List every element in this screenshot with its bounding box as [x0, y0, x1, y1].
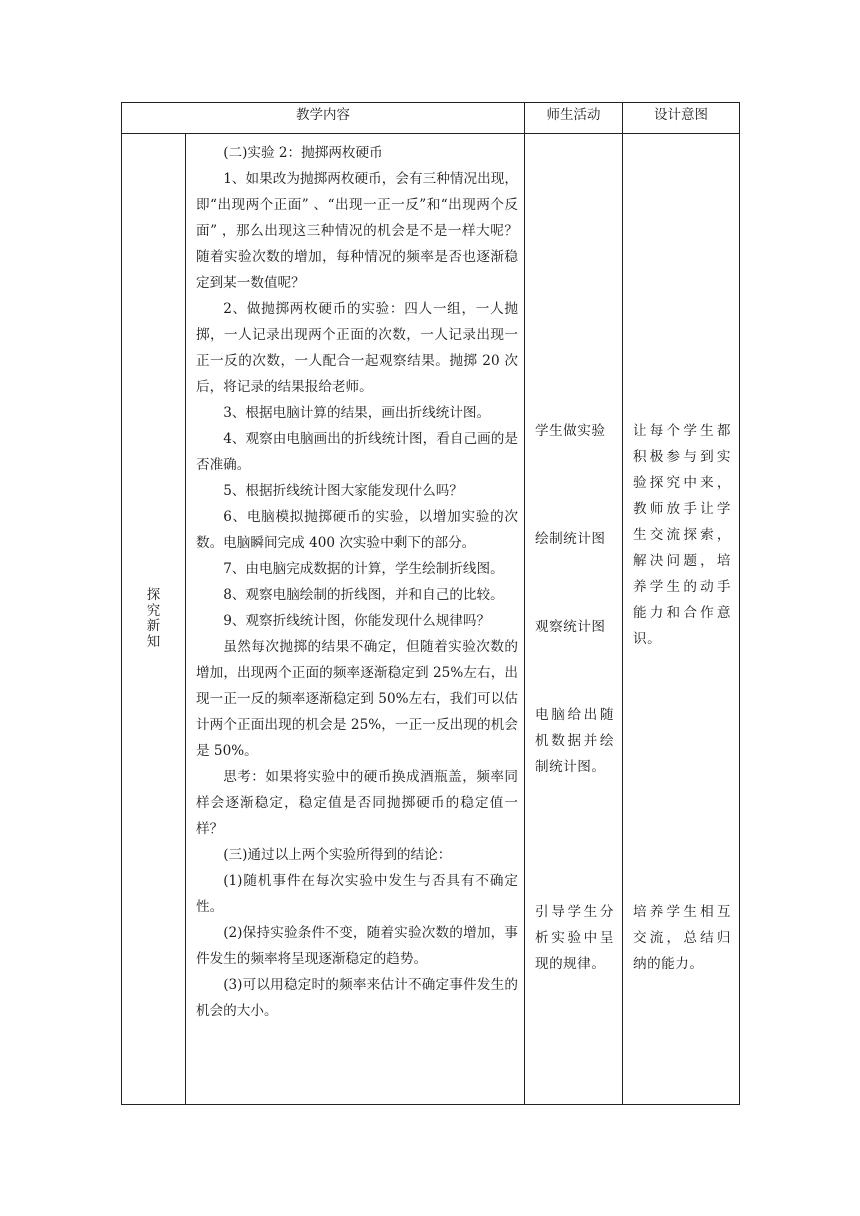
content-paragraph: 5、根据折线统计图大家能发现什么吗？	[223, 483, 463, 499]
table-body-row	[122, 134, 740, 1105]
header-design-intent: 设计意图	[623, 103, 740, 134]
content-paragraph: 2、做抛掷两枚硬币的实验：四人一组，一人抛掷，一人记录出现两个正面的次数，一人记录出现一正一反的次数，一人配合一起观察结果。抛掷 20 次后，将记录的结果报给老师。	[196, 301, 518, 395]
content-paragraph: 1、如果改为抛掷两枚硬币，会有三种情况出现，即“出现两个正面” 、“出现一正一反”和“出现两个反面” ，那么出现这三种情况的机会是不是一样大呢？随着实验次数的增加，每种情况的频率是否也逐渐稳定到某一数值呢？	[196, 171, 518, 291]
section-label-char: 新	[146, 618, 161, 634]
content-paragraph: (2)保持实验条件不变，随着实验次数的增加，事件发生的频率将呈现逐渐稳定的趋势。	[196, 925, 518, 967]
content-paragraph: (3)可以用稳定时的频率来估计不确定事件发生的机会的大小。	[196, 977, 518, 1019]
teaching-content-cell	[186, 134, 525, 1105]
content-paragraph: (三)通过以上两个实验所得到的结论：	[223, 847, 452, 863]
content-paragraph: 9、观察折线统计图，你能发现什么规律吗？	[223, 613, 491, 629]
activity-note: 引导学生分析实验中呈现的规律。	[535, 904, 614, 972]
section-label-cell	[122, 134, 186, 1105]
activity-note: 绘制统计图	[535, 531, 606, 547]
content-paragraph: 3、根据电脑计算的结果，画出折线统计图。	[223, 405, 491, 421]
content-paragraph: 6、电脑模拟抛掷硬币的实验，以增加实验的次数。电脑瞬间完成 400 次实验中剩下的部分。	[196, 509, 518, 551]
activity-note: 电脑给出随机数据并绘制统计图。	[535, 707, 614, 775]
content-paragraph: (1)随机事件在每次实验中发生与否具有不确定性。	[196, 873, 518, 915]
intent-note: 让每个学生都积极参与到实验探究中来，教师放手让学生交流探索，解决问题，培养学生的动手能力和合作意识。	[633, 423, 731, 647]
header-teacher-student-activity: 师生活动	[525, 103, 623, 134]
content-paragraph: 思考：如果将实验中的硬币换成酒瓶盖，频率同样会逐渐稳定，稳定值是否同抛掷硬币的稳定值一样？	[196, 769, 518, 837]
content-paragraph: 7、由电脑完成数据的计算，学生绘制折线图。	[223, 561, 504, 577]
content-paragraph: 虽然每次抛掷的结果不确定，但随着实验次数的增加，出现两个正面的频率逐渐稳定到 25%左右，出现一正一反的频率逐渐稳定到 50%左右，我们可以估计两个正面出现的机会是 25%，一正一反出现的机会是 50%。	[196, 639, 518, 759]
activity-note: 学生做实验	[535, 423, 606, 439]
section-label-char: 探	[146, 587, 161, 603]
content-paragraph: (二)实验 2：抛掷两枚硬币	[223, 145, 383, 161]
section-label-char: 知	[146, 633, 161, 650]
content-paragraph: 8、观察电脑绘制的折线图，并和自己的比较。	[223, 587, 504, 603]
content-paragraph: 4、观察由电脑画出的折线统计图，看自己画的是否准确。	[196, 431, 518, 473]
design-intent-cell	[623, 134, 740, 1105]
table-header-row	[122, 103, 740, 134]
header-teaching-content: 教学内容	[122, 103, 525, 134]
activity-note: 观察统计图	[535, 619, 606, 635]
section-label-char: 究	[146, 602, 161, 619]
lesson-plan-table	[121, 102, 740, 1105]
intent-note: 培养学生相互交流，总结归纳的能力。	[633, 904, 731, 972]
activity-cell	[525, 134, 623, 1105]
